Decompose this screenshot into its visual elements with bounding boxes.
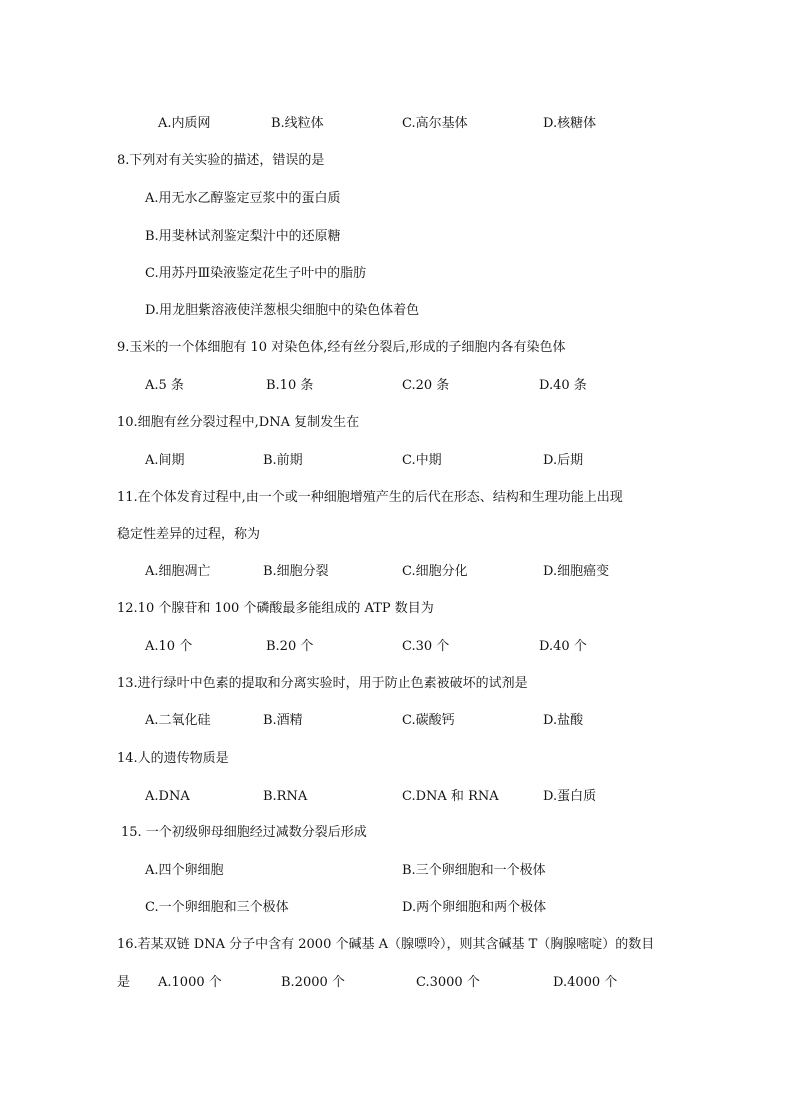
q10-option-c: C.中期 [402,453,442,468]
q12-stem: 12.10 个腺苷和 100 个磷酸最多能组成的 ATP 数目为 [117,601,434,616]
q15-option-c: C.一个卵细胞和三个极体 [145,900,289,915]
q16-stem-line-2: 是 [117,975,131,990]
q8-option-b: B.用斐林试剂鉴定梨汁中的还原糖 [145,229,341,244]
q16-option-a: A.1000 个 [158,975,222,990]
q10-option-b: B.前期 [263,453,303,468]
q9-option-d: D.40 条 [539,378,587,393]
q14-option-b: B.RNA [263,789,308,804]
q9-option-c: C.20 条 [402,378,450,393]
q16-option-b: B.2000 个 [281,975,345,990]
q8-option-c: C.用苏丹Ⅲ染液鉴定花生子叶中的脂肪 [145,266,367,281]
q9-stem: 9.玉米的一个体细胞有 10 对染色体,经有丝分裂后,形成的子细胞内各有染色体 [117,340,566,355]
q15-option-d: D.两个卵细胞和两个极体 [402,900,547,915]
q14-stem: 14.人的遗传物质是 [117,751,229,766]
q16-stem-line-1: 16.若某双链 DNA 分子中含有 2000 个碱基 A（腺嘌呤），则其含碱基 T（胸腺嘧啶）的数目 [117,937,655,952]
q11-option-b: B.细胞分裂 [263,564,329,579]
q14-option-d: D.蛋白质 [543,789,597,804]
q12-option-c: C.30 个 [402,639,450,654]
q7-option-a: A.内质网 [158,116,211,131]
q13-option-c: C.碳酸钙 [402,713,455,728]
q12-option-b: B.20 个 [266,639,314,654]
q7-option-b: B.线粒体 [271,116,324,131]
q16-option-d: D.4000 个 [553,975,618,990]
q11-stem-line-1: 11.在个体发育过程中,由一个或一种细胞增殖产生的后代在形态、结构和生理功能上出现 [117,490,623,505]
q9-option-a: A.5 条 [145,378,184,393]
q16-option-c: C.3000 个 [416,975,480,990]
q15-option-a: A.四个卵细胞 [145,863,224,878]
q15-stem: 15. 一个初级卵母细胞经过减数分裂后形成 [121,825,367,840]
q7-option-d: D.核糖体 [543,116,597,131]
q10-stem: 10.细胞有丝分裂过程中,DNA 复制发生在 [117,415,360,430]
q7-option-c: C.高尔基体 [402,116,468,131]
q11-option-d: D.细胞癌变 [543,564,610,579]
q15-option-b: B.三个卵细胞和一个极体 [402,863,546,878]
q11-option-c: C.细胞分化 [402,564,468,579]
q11-option-a: A.细胞凋亡 [145,564,211,579]
q12-option-d: D.40 个 [539,639,587,654]
q13-option-d: D.盐酸 [543,713,584,728]
q8-option-a: A.用无水乙醇鉴定豆浆中的蛋白质 [145,191,341,206]
q14-option-a: A.DNA [145,789,190,804]
q9-option-b: B.10 条 [266,378,314,393]
q11-stem-line-2: 稳定性差异的过程，称为 [117,527,261,542]
q10-option-d: D.后期 [543,453,584,468]
q12-option-a: A.10 个 [145,639,193,654]
q13-option-b: B.酒精 [263,713,303,728]
q13-option-a: A.二氧化硅 [145,713,211,728]
q10-option-a: A.间期 [145,453,185,468]
q13-stem: 13.进行绿叶中色素的提取和分离实验时，用于防止色素被破坏的试剂是 [117,676,528,691]
q14-option-c: C.DNA 和 RNA [402,789,499,804]
q8-stem: 8.下列对有关实验的描述，错误的是 [117,153,325,168]
q8-option-d: D.用龙胆紫溶液使洋葱根尖细胞中的染色体着色 [145,303,420,318]
